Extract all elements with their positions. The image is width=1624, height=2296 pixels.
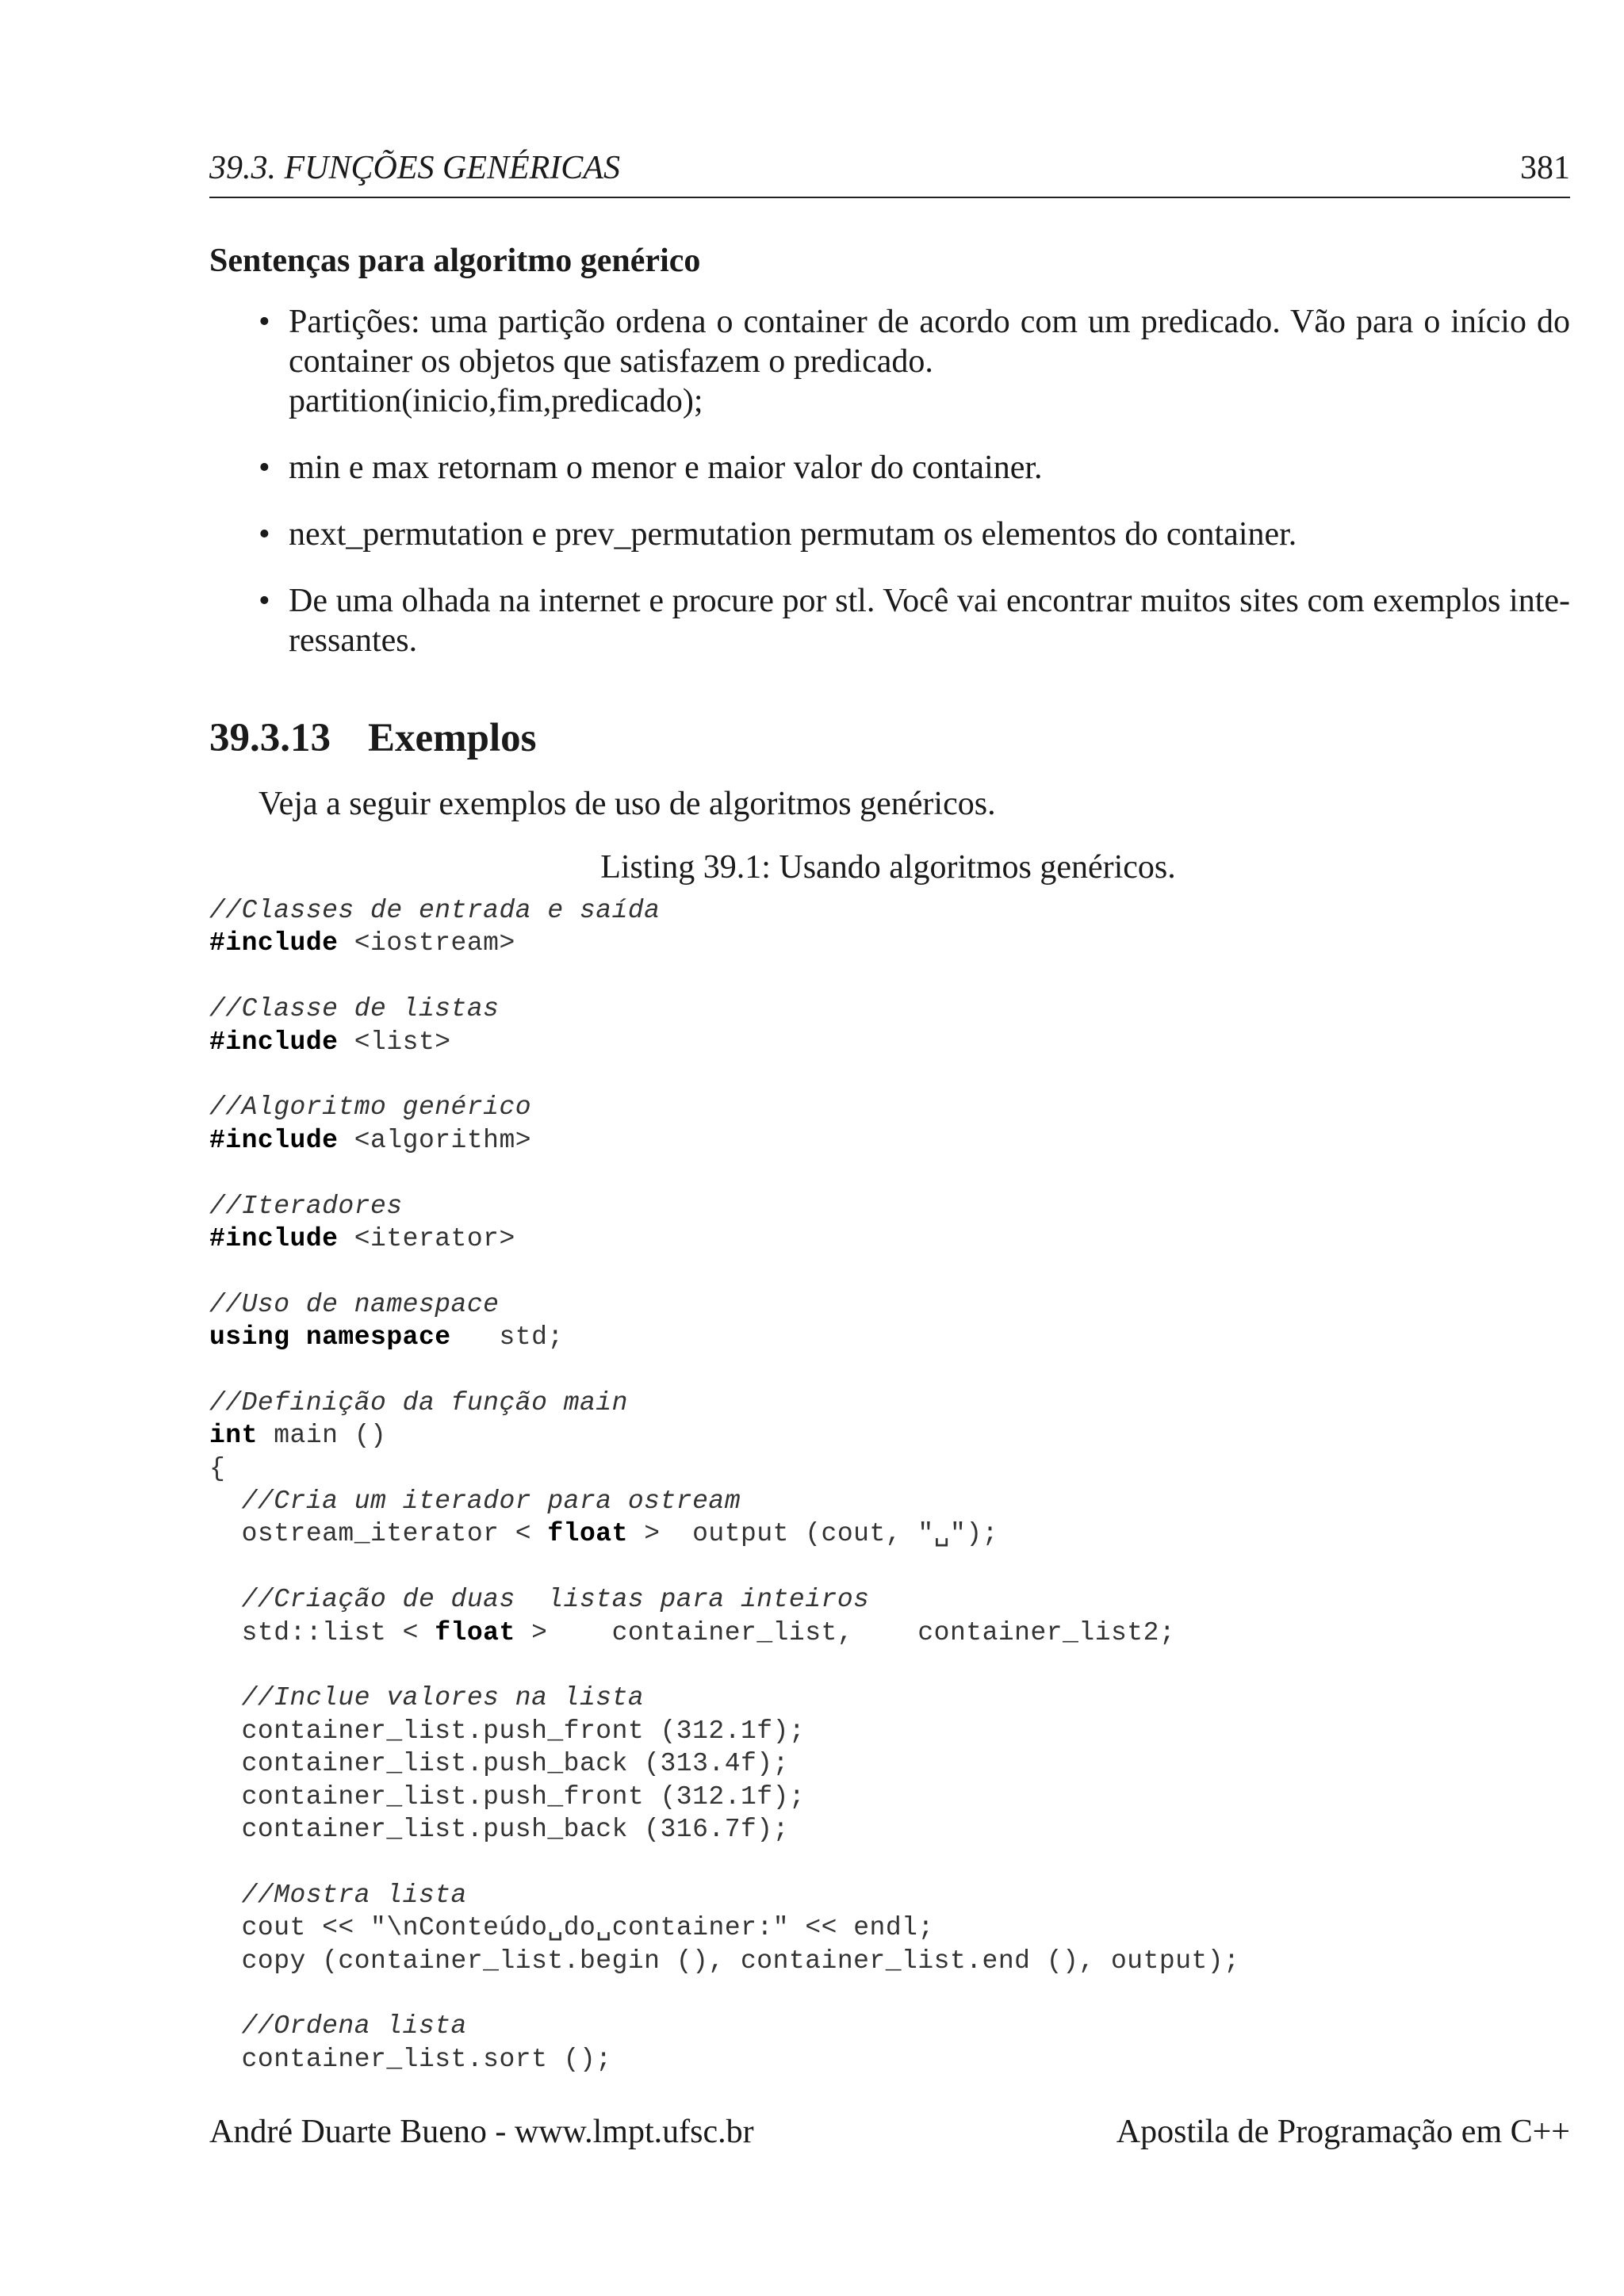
bullet-list xyxy=(209,302,1570,687)
bullet-icon: • xyxy=(259,583,270,619)
bullet-line: container os objetos que satisfazem o predicado. xyxy=(289,343,933,380)
code-text: > output (cout, "␣"); xyxy=(627,1519,998,1549)
bullet-item-min-max xyxy=(209,448,1570,488)
code-keyword: using namespace xyxy=(209,1322,451,1353)
running-title: 39.3. FUNÇÕES GENÉRICAS xyxy=(209,150,620,186)
code-text: container_list.push_front (312.1f); xyxy=(209,1716,806,1746)
code-comment: //Iteradores xyxy=(209,1191,403,1221)
page-footer xyxy=(209,2113,1570,2160)
bullet-line: min e max retornam o menor e maior valor do container. xyxy=(289,450,1043,486)
code-keyword: float xyxy=(547,1519,628,1549)
code-comment: //Mostra lista xyxy=(209,1880,467,1910)
code-keyword: float xyxy=(435,1617,515,1647)
code-text: std; xyxy=(450,1322,564,1353)
code-comment: //Cria um iterador para ostream xyxy=(209,1487,741,1517)
code-keyword: #include xyxy=(209,928,339,959)
bullet-item-permutation xyxy=(209,515,1570,554)
code-comment: //Definição da função main xyxy=(209,1387,628,1418)
code-line xyxy=(209,2043,1239,2076)
section-heading xyxy=(209,715,537,761)
bullet-line: next_permutation e prev_permutation permutam os elementos do container. xyxy=(289,516,1297,553)
code-text: main () xyxy=(257,1421,387,1451)
code-blank-line xyxy=(209,1353,1239,1386)
section-number: 39.3.13 xyxy=(209,716,331,760)
code-comment-line xyxy=(209,1288,1239,1321)
code-keyword: int xyxy=(209,1421,258,1451)
code-line xyxy=(209,1517,1239,1550)
code-comment-line xyxy=(209,1485,1239,1517)
code-blank-line xyxy=(209,1058,1239,1091)
code-text: cout << "\nConteúdo␣do␣container:" << endl; xyxy=(209,1913,934,1943)
listing-caption xyxy=(0,848,1624,886)
code-comment: //Uso de namespace xyxy=(209,1289,500,1319)
code-blank-line xyxy=(209,1157,1239,1189)
code-comment-line xyxy=(209,993,1239,1025)
code-keyword: #include xyxy=(209,1125,339,1155)
code-line xyxy=(209,1223,1239,1255)
code-text: std::list < xyxy=(209,1617,435,1647)
code-blank-line xyxy=(209,1649,1239,1682)
code-text: > container_list, container_list2; xyxy=(515,1617,1176,1647)
code-text: ostream_iterator < xyxy=(209,1519,548,1549)
code-line xyxy=(209,1617,1239,1649)
code-text: container_list.push_back (313.4f); xyxy=(209,1749,789,1779)
code-line xyxy=(209,1321,1239,1353)
listing-caption-text: Listing 39.1: Usando algoritmos genéricos. xyxy=(600,849,1176,886)
bullet-line: Partições: uma partição ordena o container de acordo com um predicado. Vão para o início do xyxy=(289,304,1570,340)
code-line xyxy=(209,1781,1239,1813)
section-intro: Veja a seguir exemplos de uso de algoritmos genéricos. xyxy=(259,786,996,822)
code-line xyxy=(209,1124,1239,1157)
code-text: container_list.sort (); xyxy=(209,2044,612,2074)
code-comment-line xyxy=(209,1387,1239,1419)
code-blank-line xyxy=(209,1846,1239,1878)
code-text: <iterator> xyxy=(338,1223,515,1253)
code-line xyxy=(209,1715,1239,1747)
code-comment: //Classes de entrada e saída xyxy=(209,896,661,925)
code-text: <algorithm> xyxy=(338,1125,532,1155)
code-comment-line xyxy=(209,1879,1239,1911)
bullet-line: ressantes. xyxy=(289,622,418,659)
code-line xyxy=(209,1945,1239,1977)
code-text: container_list.push_front (312.1f); xyxy=(209,1781,806,1812)
code-blank-line xyxy=(209,1551,1239,1583)
bullet-icon: • xyxy=(259,450,270,486)
code-comment-line xyxy=(209,1583,1239,1616)
code-keyword: #include xyxy=(209,1027,339,1057)
code-comment-line xyxy=(209,894,1239,927)
code-line xyxy=(209,927,1239,959)
code-line xyxy=(209,1911,1239,1944)
code-comment: //Inclue valores na lista xyxy=(209,1683,645,1713)
section-title: Exemplos xyxy=(368,716,537,760)
bullet-line: partition(inicio,fim,predicado); xyxy=(289,383,703,419)
code-listing xyxy=(209,894,1239,2076)
page-number: 381 xyxy=(1520,150,1570,186)
bullet-item-partitions xyxy=(209,302,1570,421)
bullet-icon: • xyxy=(259,304,270,340)
bullet-line: De uma olhada na internet e procure por stl. Você vai encontrar muitos sites com exemplos inte- xyxy=(289,583,1570,619)
code-text: copy (container_list.begin (), container_list.end (), output); xyxy=(209,1946,1240,1976)
code-blank-line xyxy=(209,1255,1239,1288)
code-comment-line xyxy=(209,1682,1239,1714)
bullet-item-internet xyxy=(209,581,1570,660)
code-text: <list> xyxy=(338,1027,451,1057)
page-header xyxy=(209,149,1570,198)
code-blank-line xyxy=(209,1977,1239,2010)
code-line xyxy=(209,1026,1239,1058)
code-text: container_list.push_back (316.7f); xyxy=(209,1814,789,1844)
code-keyword: #include xyxy=(209,1223,339,1253)
footer-book-title: Apostila de Programação em C++ xyxy=(1116,2114,1570,2150)
footer-author: André Duarte Bueno - www.lmpt.ufsc.br xyxy=(209,2114,754,2150)
code-comment-line xyxy=(209,1091,1239,1123)
code-comment: //Criação de duas listas para inteiros xyxy=(209,1585,870,1615)
code-line xyxy=(209,1747,1239,1780)
code-line xyxy=(209,1813,1239,1846)
bullet-icon: • xyxy=(259,516,270,553)
code-comment-line xyxy=(209,1190,1239,1223)
code-comment: //Ordena lista xyxy=(209,2011,467,2042)
code-blank-line xyxy=(209,960,1239,993)
code-comment: //Algoritmo genérico xyxy=(209,1093,532,1123)
code-comment-line xyxy=(209,2010,1239,2042)
code-line xyxy=(209,1419,1239,1452)
code-comment: //Classe de listas xyxy=(209,994,500,1024)
code-line xyxy=(209,1452,1239,1485)
sentences-title: Sentenças para algoritmo genérico xyxy=(209,243,701,279)
code-text: <iostream> xyxy=(338,928,515,959)
code-text: { xyxy=(209,1453,226,1483)
